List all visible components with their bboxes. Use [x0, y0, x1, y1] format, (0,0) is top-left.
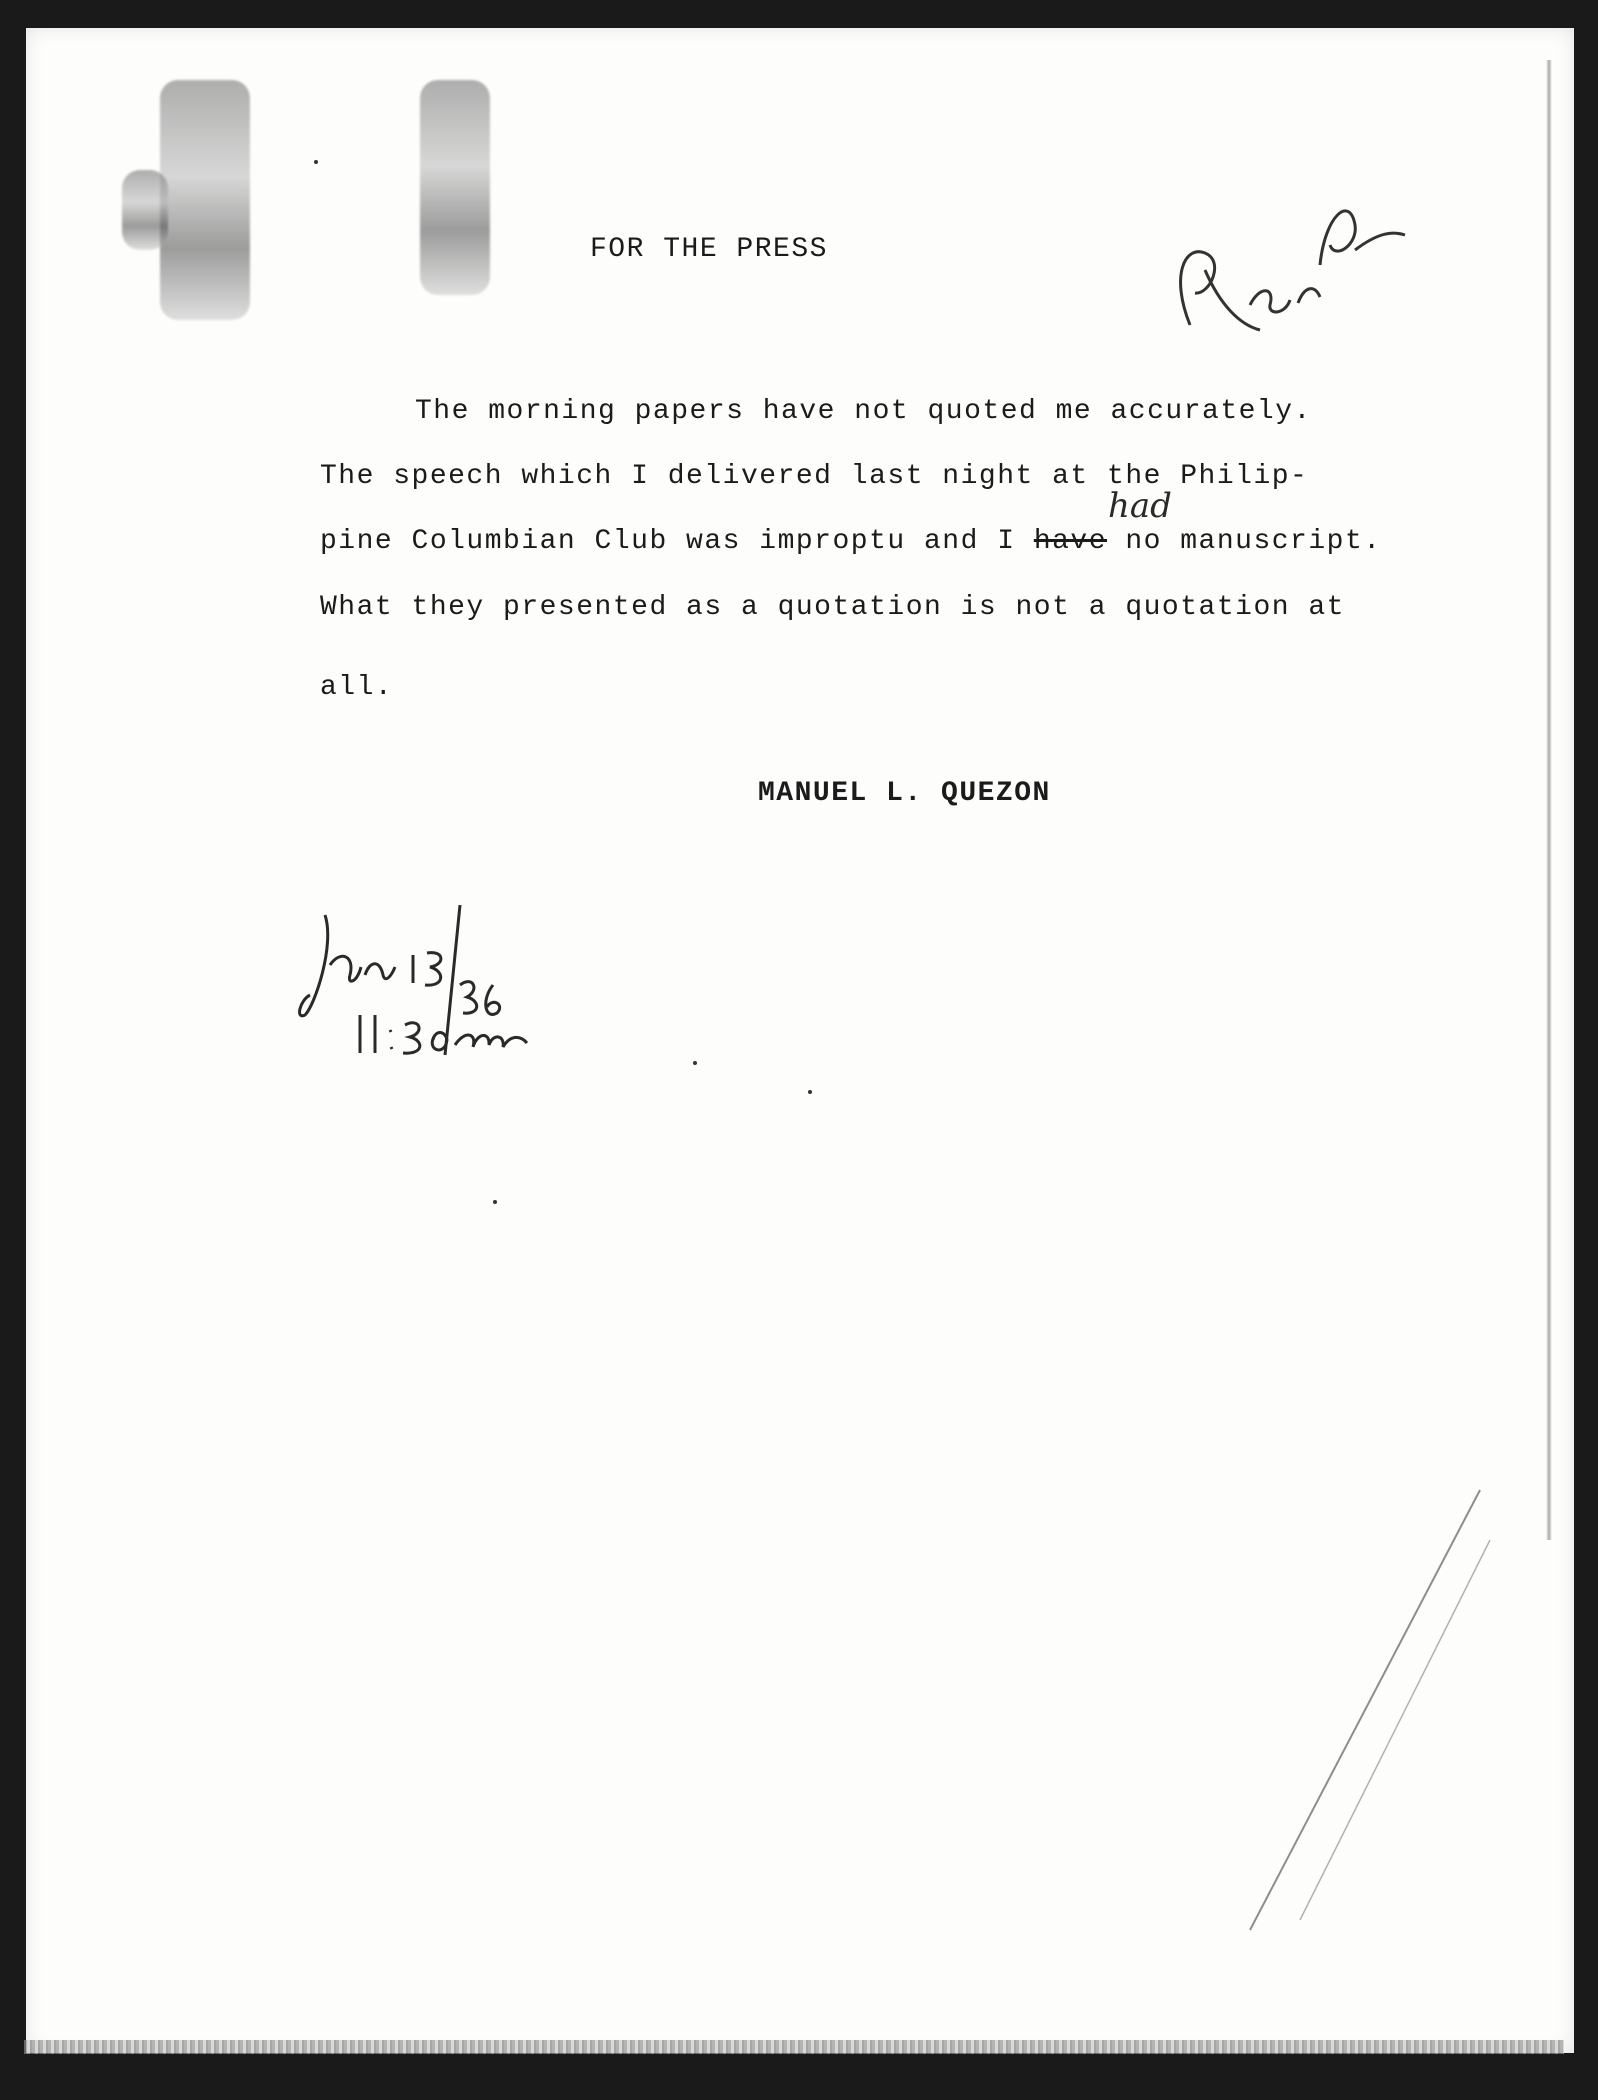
body-line-3-end: no manuscript.	[1107, 526, 1382, 557]
handwritten-date	[295, 905, 585, 1065]
ink-speck	[314, 160, 318, 164]
handwritten-correction: had	[1108, 486, 1172, 526]
clip-mark-small	[122, 170, 168, 250]
page-bottom-edge	[24, 2040, 1564, 2054]
body-line-1: The morning papers have not quoted me accurately.	[415, 396, 1312, 427]
clip-mark-right	[420, 80, 490, 295]
body-line-4: What they presented as a quotation is not a quotation at	[320, 592, 1345, 623]
ink-speck	[808, 1090, 812, 1094]
signature-name: MANUEL L. QUEZON	[758, 778, 1051, 809]
document-heading: FOR THE PRESS	[590, 234, 828, 265]
body-line-3-start: pine Columbian Club was improptu and I	[320, 526, 1034, 557]
ink-speck	[493, 1200, 497, 1204]
clip-mark-left	[160, 80, 250, 320]
handwritten-initials	[1150, 175, 1420, 365]
scan-scratch-marks	[1240, 1480, 1500, 1940]
body-line-5: all.	[320, 672, 394, 703]
body-line-2: The speech which I delivered last night at the Philip-	[320, 461, 1309, 492]
ink-speck	[693, 1061, 697, 1065]
page-edge-shadow	[1546, 60, 1552, 1540]
struck-word: have	[1033, 526, 1108, 557]
body-line-3	[320, 526, 1382, 557]
